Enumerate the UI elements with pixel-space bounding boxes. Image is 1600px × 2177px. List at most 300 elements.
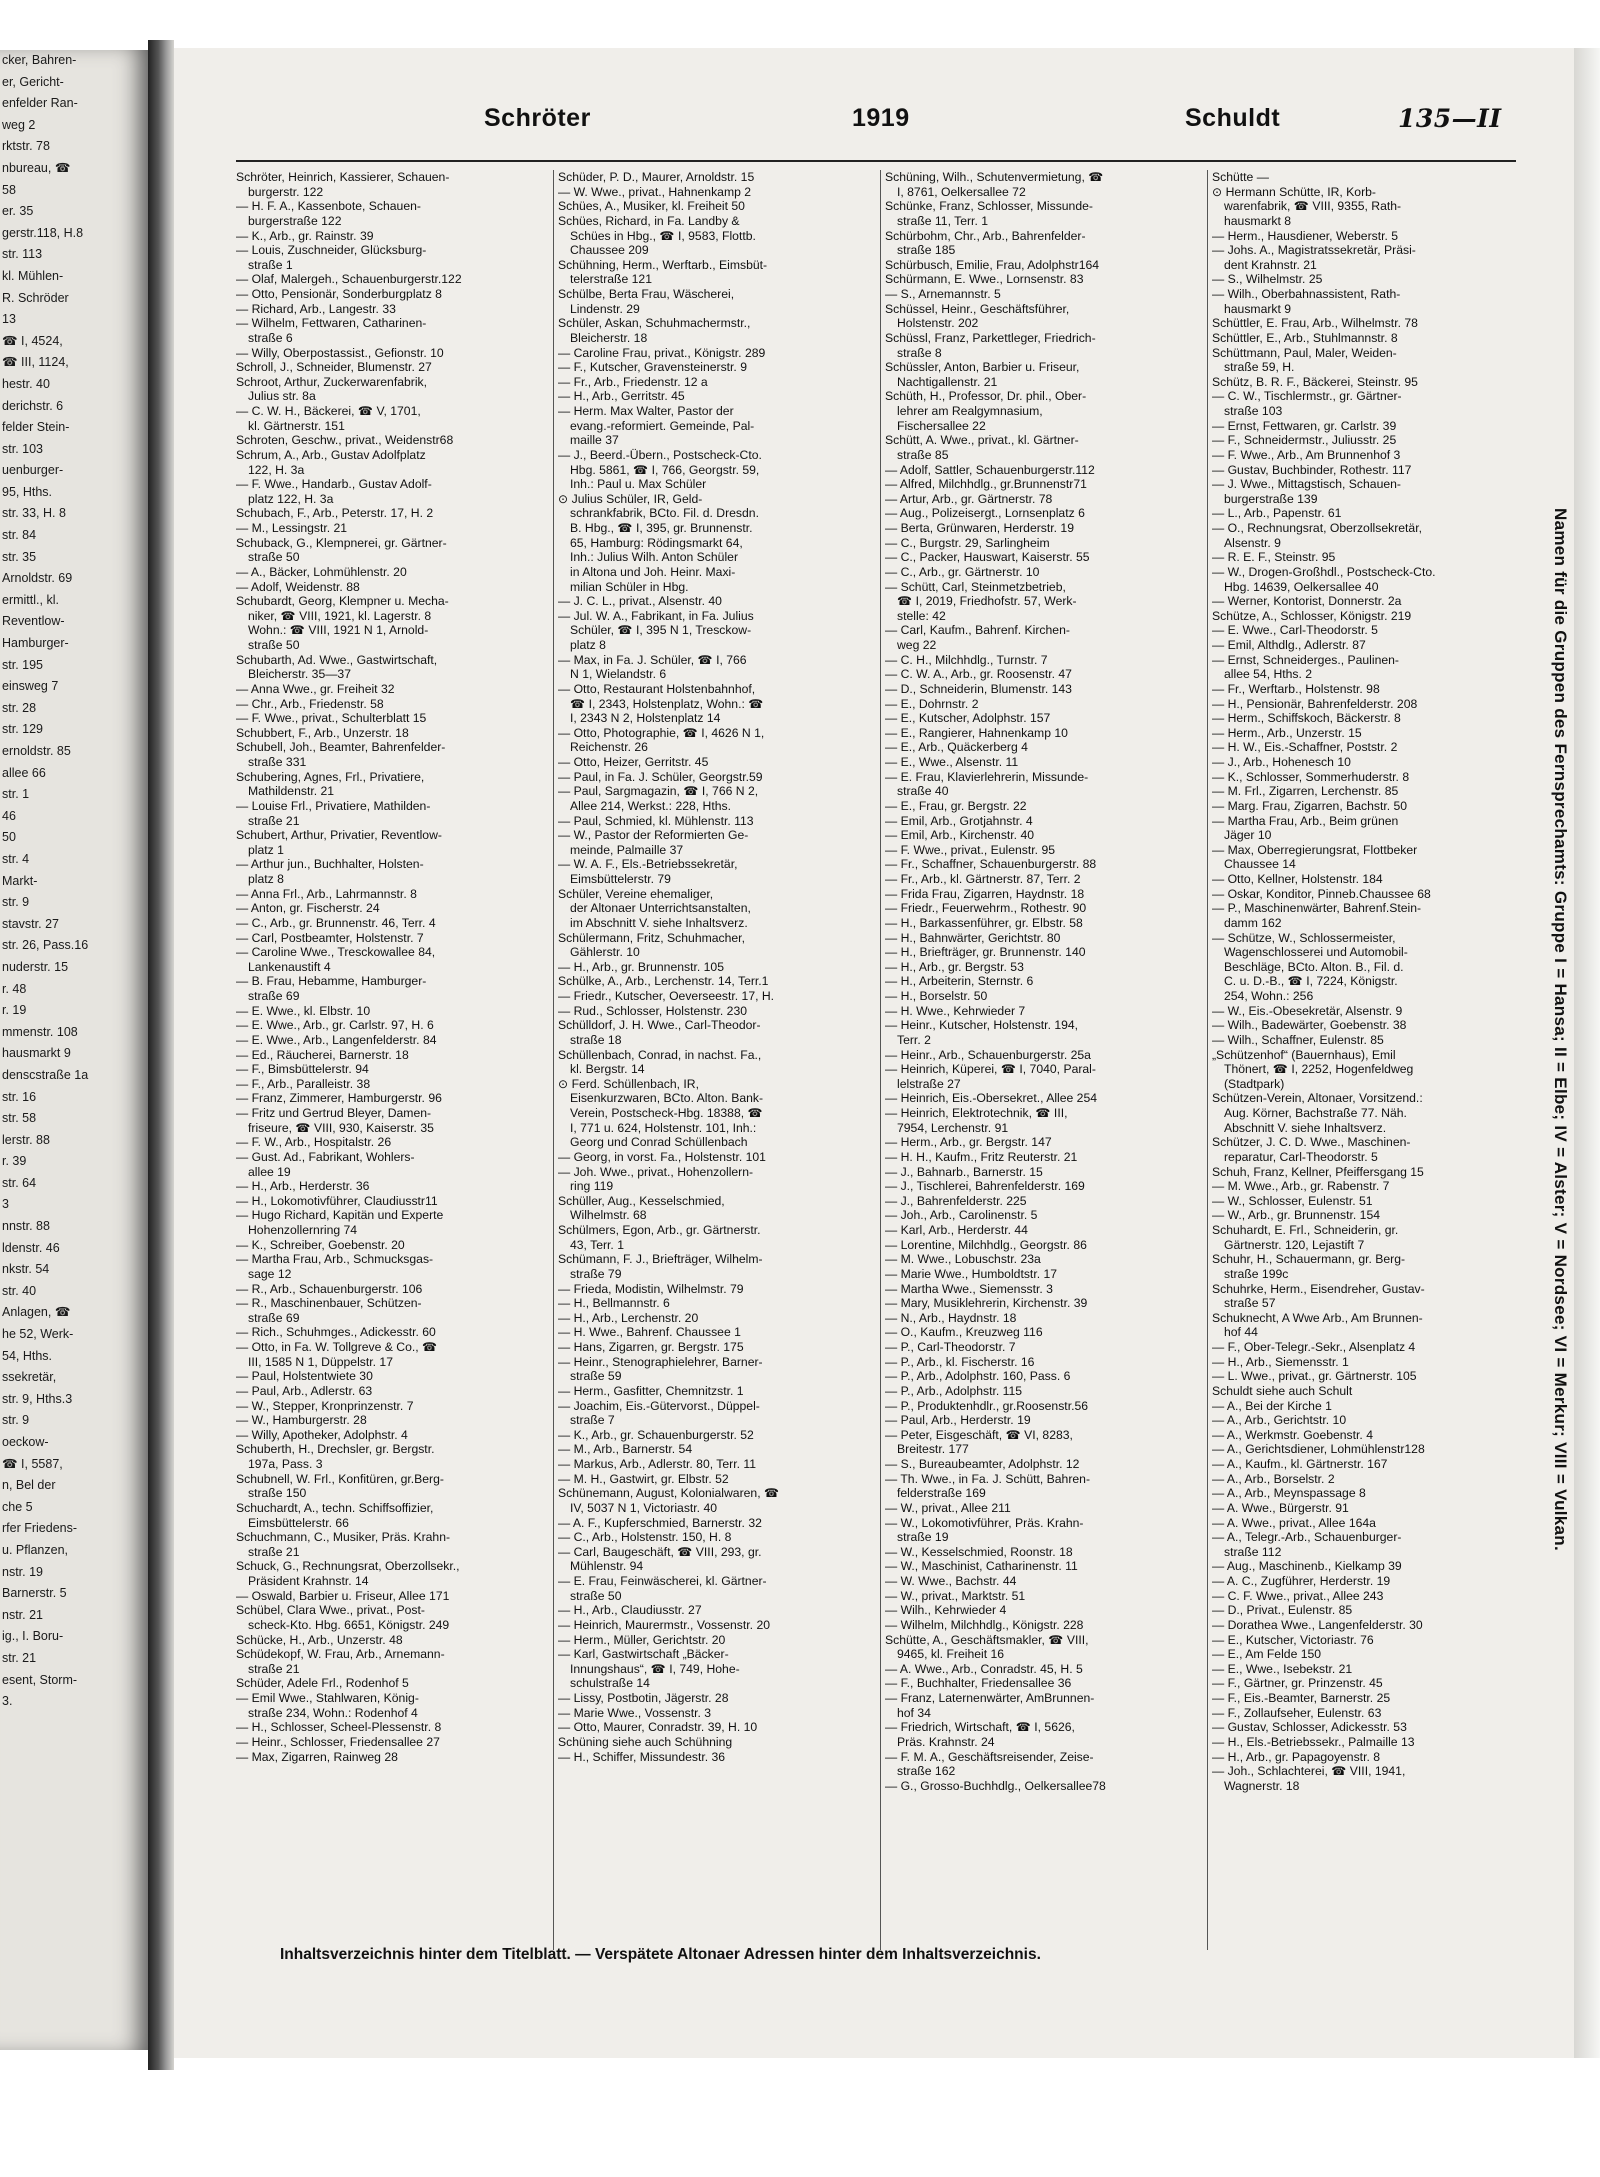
directory-entry-line: — F. Wwe., privat., Schulterblatt 15 [236,711,427,726]
directory-entry-line: straße 57 [1224,1296,1276,1311]
directory-entry-line: — Frida Frau, Zigarren, Haydnstr. 18 [885,886,1085,901]
directory-entry-line: — W., Pastor der Reformierten Ge- [558,828,749,843]
directory-entry-line: — Fr., Schaffner, Schauenburgerstr. 88 [885,857,1097,872]
directory-entry-line: — A., Werkmstr. Goebenstr. 4 [1212,1427,1373,1442]
directory-entry-line: Inh.: Julius Wilh. Anton Schüler [570,550,738,565]
directory-entry-line: — W., Hamburgerstr. 28 [236,1413,367,1428]
directory-entry-line: — A. F., Kupferschmied, Barnerstr. 32 [558,1515,762,1530]
directory-entry-line: — A. Wwe., privat., Allee 164a [1212,1515,1376,1530]
directory-entry-line: — Herm. Max Walter, Pastor der [558,404,734,418]
directory-entry-line: Schützer, J. C. D. Wwe., Maschinen- [1212,1135,1411,1150]
directory-entry-line: — P., Maschinenwärter, Bahrenf.Stein- [1212,901,1422,916]
directory-entry-line: straße 50 [248,638,300,652]
vertical-sidebar [1540,300,1580,1760]
directory-entry-line: — H., Barkassenführer, gr. Elbstr. 58 [885,915,1083,930]
directory-entry-line: — Otto, Heizer, Gerritstr. 45 [558,755,709,769]
directory-entry-line: — C. W. A., Arb., gr. Roosenstr. 47 [885,667,1072,682]
directory-entry-line: straße 50 [570,1588,622,1603]
directory-entry-line: damm 162 [1224,915,1282,930]
left-page-line: str. 64 [2,1175,37,1190]
directory-entry-line: — Karl, Gastwirtschaft „Bäcker- [558,1647,729,1662]
directory-entry-line: — P., Produktenhdlr., gr.Roosenstr.56 [885,1398,1089,1413]
directory-entry-line: Schülmers, Egon, Arb., gr. Gärtnerstr. [558,1223,761,1237]
directory-entry-line: Schroot, Arthur, Zuckerwarenfabrik, [236,374,428,389]
directory-entry-line: — Paul, Holstentwiete 30 [236,1369,373,1384]
directory-entry-line: — Marg. Frau, Zigarren, Bachstr. 50 [1212,798,1408,813]
left-page-line: Anlagen, ☎ [2,1305,71,1320]
directory-entry-line: — Herm., Müller, Gerichtstr. 20 [558,1632,726,1647]
left-page-line: u. Pflanzen, [2,1542,69,1557]
directory-entry-line: — Gustav, Buchbinder, Rothestr. 117 [1212,462,1412,477]
directory-entry-line: Schubardt, Georg, Klempner u. Mecha- [236,594,449,609]
directory-entry-line: Fischersallee 22 [897,418,986,433]
directory-entry-line: Schüning siehe auch Schühning [558,1734,733,1749]
left-page-line: ldenstr. 46 [2,1240,60,1255]
directory-entry-line: — S., Arnemannstr. 5 [885,287,1001,301]
directory-entry-line: I, 8761, Oelkersallee 72 [897,184,1026,199]
directory-entry-line: — C. H., Milchhdlg., Turnstr. 7 [885,652,1048,667]
directory-entry-line: — Aug., Polizeisergt., Lornsenplatz 6 [885,506,1085,521]
directory-entry-line: — N., Arb., Haydnstr. 18 [885,1310,1017,1325]
left-page-line: 3 [2,1197,9,1212]
directory-entry-line: Schühning, Herm., Werftarb., Eimsbüt- [558,257,768,272]
left-page-fragment [0,50,148,2050]
directory-entry-line: Schüller, Aug., Kesselschmied, [558,1193,725,1208]
directory-entry-line: — Schütt, Carl, Steinmetzbetrieb, [885,579,1066,594]
directory-entry-line: im Abschnitt V. siehe Inhaltsverz. [570,915,748,930]
directory-entry-line: (Stadtpark) [1224,1076,1285,1091]
directory-entry-line: Schütz, B. R. F., Bäckerei, Steinstr. 95 [1212,374,1418,389]
left-page-line: esent, Storm- [2,1672,78,1687]
directory-entry-line: 65, Hamburg: Rödingsmarkt 64, [570,535,743,550]
directory-entry-line: Lankenaustift 4 [248,959,331,974]
left-page-line: str. 40 [2,1283,37,1298]
directory-entry-line: schulstraße 14 [570,1676,650,1691]
directory-entry-line: in Altona und Joh. Heinr. Maxi- [570,564,736,579]
directory-entry-line: — H., Pensionär, Bahrenfelderstr. 208 [1212,696,1418,711]
directory-entry-line: — E. Wwe., kl. Elbstr. 10 [236,1003,371,1018]
column-separator [553,170,554,1950]
directory-entry-line: — F. Wwe., privat., Eulenstr. 95 [885,842,1056,857]
directory-entry-line: — E., Wwe., Alsenstr. 11 [885,755,1019,769]
directory-entry-line: — Ernst, Schneiderges., Paulinen- [1212,652,1399,667]
directory-entry-line: Präs. Krahnstr. 24 [897,1734,995,1749]
directory-entry-line: — H., Els.-Betriebssekr., Palmaille 13 [1212,1734,1415,1749]
directory-entry-line: hausmarkt 8 [1224,213,1292,228]
directory-entry-line: — Caroline Wwe., Tresckowallee 84, [236,945,436,960]
directory-entry-line: telerstraße 121 [570,272,652,287]
directory-entry-line: — F., Gärtner, gr. Prinzenstr. 45 [1212,1676,1383,1691]
directory-entry-line: — Max, in Fa. J. Schüler, ☎ I, 766 [558,652,747,667]
directory-entry-line: ⊙ Hermann Schütte, IR, Korb- [1212,184,1376,199]
directory-entry-line: Lindenstr. 29 [570,301,640,316]
left-page-line: he 52, Werk- [2,1327,74,1342]
directory-entry-line: — E., Rangierer, Hahnenkamp 10 [885,725,1068,740]
directory-entry-line: — Max, Zigarren, Rainweg 28 [236,1749,398,1764]
left-page-line: str. 4 [2,851,30,866]
directory-entry-line: — Arthur jun., Buchhalter, Holsten- [236,857,424,872]
directory-entry-line: — J. Wwe., Mittagstisch, Schauen- [1212,477,1401,492]
left-page-line: Hamburger- [2,636,69,651]
directory-entry-line: evang.-reformiert. Gemeinde, Pal- [570,418,755,433]
directory-entry-line: straße 11, Terr. 1 [897,213,988,228]
directory-entry-line: — Willy, Oberpostassist., Gefionstr. 10 [236,345,444,360]
directory-entry-line: Eimsbüttelerstr. 66 [248,1515,349,1530]
directory-entry-line: — P., Arb., Adolphstr. 115 [885,1383,1023,1398]
directory-entry-line: — H., Bahnwärter, Gerichtstr. 80 [885,930,1061,945]
directory-entry-line: straße 162 [897,1764,956,1779]
directory-entry-line: Gärtnerstr. 120, Lejastift 7 [1224,1237,1365,1252]
directory-entry-line: Schüssel, Heinr., Geschäftsführer, [885,301,1070,316]
directory-entry-line: — Fritz und Gertrud Bleyer, Damen- [236,1106,432,1120]
directory-entry-line: III, 1585 N 1, Düppelstr. 17 [248,1354,393,1369]
directory-entry-line: — E., Kutscher, Victoriastr. 76 [1212,1632,1374,1647]
directory-entry-line: Schüllenbach, Conrad, in nachst. Fa., [558,1047,762,1062]
directory-entry-line: der Altonaer Unterrichtsanstalten, [570,901,751,916]
directory-entry-line: — Herm., Schiffskoch, Bäckerstr. 8 [1212,711,1401,726]
directory-entry-line: Schüttmann, Paul, Maler, Weiden- [1212,345,1397,360]
directory-entry-line: Beschläge, BCto. Alton. B., Fil. d. [1224,959,1404,974]
directory-entry-line: — M. H., Gastwirt, gr. Elbstr. 52 [558,1471,729,1486]
directory-entry-line: — Otto, Kellner, Holstenstr. 184 [1212,872,1383,886]
directory-entry-line: IV, 5037 N 1, Victoriastr. 40 [570,1500,718,1515]
directory-entry-line: — H., Schlosser, Scheel-Plessenstr. 8 [236,1720,442,1735]
directory-entry-line: ⊙ Julius Schüler, IR, Geld- [558,491,703,506]
column-separator [1207,170,1208,1950]
directory-entry-line: — Frieda, Modistin, Wilhelmstr. 79 [558,1281,744,1296]
directory-entry-line: — Wilh., Oberbahnassistent, Rath- [1212,287,1401,301]
directory-entry-line: — P., Arb., Adolphstr. 160, Pass. 6 [885,1369,1071,1384]
directory-entry-line: — W., Maschinist, Catharinenstr. 11 [885,1559,1078,1574]
directory-entry-line: — Karl, Arb., Herderstr. 44 [885,1223,1028,1237]
directory-entry-line: — K., Schreiber, Goebenstr. 20 [236,1237,405,1252]
directory-entry-line: — Gustav, Schlosser, Adickesstr. 53 [1212,1720,1407,1735]
directory-entry-line: — Rich., Schuhmges., Adickesstr. 60 [236,1325,436,1340]
directory-entry-line: — C., Packer, Hauswart, Kaiserstr. 55 [885,550,1090,565]
left-page-line: str. 26, Pass.16 [2,938,89,953]
directory-entry-line: Thönert, ☎ I, 2252, Hogenfeldweg [1224,1062,1414,1077]
directory-entry-line: ⊙ Ferd. Schüllenbach, IR, [558,1076,699,1091]
directory-entry-line: — Heinrich, Maurermstr., Vossenstr. 20 [558,1617,770,1632]
left-page-line: str. 33, H. 8 [2,506,66,521]
directory-entry-line: — Otto, in Fa. W. Tollgreve & Co., ☎ [236,1340,438,1354]
directory-entry-line: straße 103 [1224,404,1283,418]
directory-entry-line: Schroten, Geschw., privat., Weidenstr68 [236,433,454,448]
directory-entry-line: 254, Wohn.: 256 [1224,989,1314,1003]
directory-entry-line: Schütte, A., Geschäftsmakler, ☎ VIII, [885,1632,1089,1647]
directory-entry-line: — W., Arb., gr. Brunnenstr. 154 [1212,1208,1380,1223]
directory-entry-line: — P., Arb., kl. Fischerstr. 16 [885,1354,1035,1369]
directory-entry-line: hausmarkt 9 [1224,301,1292,316]
directory-entry-line: allee 54, Hths. 2 [1224,667,1313,682]
directory-entry-line: straße 59, H. [1224,360,1295,375]
left-page-line: ssekretär, [2,1370,57,1385]
directory-entry-line: — Carl, Kaufm., Bahrenf. Kirchen- [885,623,1070,638]
directory-entry-line: — Heinr., Kutscher, Holstenstr. 194, [885,1018,1079,1033]
directory-entry-line: — Markus, Arb., Adlerstr. 80, Terr. 11 [558,1457,757,1471]
directory-entry-line: Reichenstr. 26 [570,740,648,755]
directory-entry-line: Schubarth, Ad. Wwe., Gastwirtschaft, [236,652,438,667]
directory-entry-line: Schücke, H., Arb., Unzerstr. 48 [236,1632,403,1647]
directory-entry-line: — W., Eis.-Obesekretär, Alsenstr. 9 [1212,1003,1403,1018]
book-gutter [148,40,174,2070]
directory-entry-line: — Martha Frau, Arb., Beim grünen [1212,813,1399,828]
directory-entry-line: reparatur, Carl-Theodorstr. 5 [1224,1149,1378,1164]
directory-entry-line: kl. Gärtnerstr. 151 [248,418,345,433]
directory-entry-line: Schümann, F. J., Briefträger, Wilhelm- [558,1252,763,1267]
directory-entry-line: — Otto, Pensionär, Sonderburgplatz 8 [236,287,442,301]
directory-entry-line: — E., Wwe., Isebekstr. 21 [1212,1661,1353,1676]
directory-entry-line: Mathildenstr. 21 [248,784,335,799]
directory-entry-line: — R., Arb., Schauenburgerstr. 106 [236,1281,423,1296]
directory-entry-line: — H., Bellmannstr. 6 [558,1296,670,1311]
directory-entry-line: platz 122, H. 3a [248,491,334,506]
directory-entry-line: straße 8 [897,345,942,360]
directory-entry-line: — Mary, Musiklehrerin, Kirchenstr. 39 [885,1296,1088,1311]
directory-entry-line: straße 21 [248,1661,300,1676]
directory-entry-line: — Louis, Zuschneider, Glücksburg- [236,243,427,258]
directory-entry-line: — H., Arb., Siemensstr. 1 [1212,1354,1349,1369]
directory-entry-line: — A., Arb., Borselstr. 2 [1212,1471,1335,1486]
directory-entry-line: Schubach, F., Arb., Peterstr. 17, H. 2 [236,506,434,521]
directory-entry-line: — J. C. L., privat., Alsenstr. 40 [558,594,722,609]
directory-entry-line: — W., privat., Marktstr. 51 [885,1588,1026,1603]
directory-entry-line: — H. Wwe., Bahrenf. Chaussee 1 [558,1325,741,1340]
directory-entry-line: — E., Arb., Quäckerberg 4 [885,740,1028,755]
directory-entry-line: Schuback, G., Klempnerei, gr. Gärtner- [236,535,447,550]
directory-entry-line: Abschnitt V. siehe Inhaltsverz. [1224,1120,1387,1135]
directory-entry-line: — W. A. F., Els.-Betriebssekretär, [558,857,738,872]
directory-entry-line: — Anna Wwe., gr. Freiheit 32 [236,681,395,696]
directory-entry-line: Schülldorf, J. H. Wwe., Carl-Theodor- [558,1018,761,1033]
directory-entry-line: Innungshaus“, ☎ I, 749, Hohe- [570,1661,740,1676]
directory-entry-line: straße 7 [570,1413,615,1428]
left-page-line: 3. [2,1694,13,1709]
left-page-line: Markt- [2,873,38,888]
directory-entry-line: — W., Kesselschmied, Roonstr. 18 [885,1544,1073,1559]
left-page-line: str. 84 [2,528,37,543]
left-page-line: uenburger- [2,463,64,478]
directory-entry-line: — Friedr., Kutscher, Oeverseestr. 17, H. [558,989,775,1003]
left-page-line: nkstr. 54 [2,1262,50,1277]
directory-entry-line: — Chr., Arb., Friedenstr. 58 [236,696,384,711]
directory-entry-line: — Friedrich, Wirtschaft, ☎ I, 5626, [885,1720,1075,1735]
left-page-line: 54, Hths. [2,1348,53,1363]
directory-entry-line: — Wilh., Schaffner, Eulenstr. 85 [1212,1032,1384,1047]
directory-entry-line: — D., Privat., Eulenstr. 85 [1212,1603,1353,1618]
directory-entry-line: felderstraße 169 [897,1486,986,1501]
directory-entry-line: — F. Wwe., Arb., Am Brunnenhof 3 [1212,447,1401,462]
directory-entry-line: straße 21 [248,1544,300,1559]
directory-entry-line: Terr. 2 [897,1032,931,1047]
directory-entry-line: Schübel, Clara Wwe., privat., Post- [236,1603,425,1618]
directory-entry-line: warenfabrik, ☎ VIII, 9355, Rath- [1224,199,1402,214]
directory-entry-line: — F., Zollaufseher, Eulenstr. 63 [1212,1705,1382,1720]
directory-entry-line: — Max, Oberregierungsrat, Flottbeker [1212,842,1418,857]
directory-entry-line: — M., Lessingstr. 21 [236,521,348,535]
directory-entry-line: — Franz, Zimmerer, Hamburgerstr. 96 [236,1091,442,1106]
directory-entry-line: — A., Arb., Meynspassage 8 [1212,1486,1366,1501]
directory-entry-line: — O., Kaufm., Kreuzweg 116 [885,1325,1043,1340]
left-page-line: nstr. 19 [2,1564,43,1579]
left-page-line: str. 9, Hths.3 [2,1391,73,1406]
directory-entry-line: Chaussee 14 [1224,857,1296,872]
directory-entry-line: — C. W., Tischlermstr., gr. Gärtner- [1212,389,1402,404]
directory-entry-line: — H. Wwe., Kehrwieder 7 [885,1003,1026,1018]
directory-entry-line: Schuchardt, A., techn. Schiffsoffizier, [236,1500,434,1515]
header-right-word: Schuldt [1185,104,1281,132]
directory-entry-line: Schuhrke, Herm., Eisendreher, Gustav- [1212,1281,1425,1296]
directory-entry-line: — Heinr., Stenographielehrer, Barner- [558,1354,763,1369]
directory-entry-line: — Joh. Wwe., privat., Hohenzollern- [558,1164,754,1179]
left-page-line: ☎ III, 1124, [2,355,69,370]
directory-entry-line: Schüdekopf, W. Frau, Arb., Arnemann- [236,1647,445,1662]
header-rule [236,160,1516,162]
directory-entry-line: 43, Terr. 1 [570,1237,624,1252]
left-page-line: str. 1 [2,787,30,802]
directory-entry-line: — Lorentine, Milchhdlg., Georgstr. 86 [885,1237,1087,1252]
directory-entry-line: Hohenzollernring 74 [248,1223,358,1237]
left-page-line: rfer Friedens- [2,1521,78,1536]
directory-entry-line: — Wilhelm, Milchhdlg., Königstr. 228 [885,1617,1084,1632]
directory-entry-line: — Heinrich, Elektrotechnik, ☎ III, [885,1106,1068,1120]
directory-entry-line: straße 112 [1224,1544,1282,1559]
page-number: 135—II [1398,104,1502,133]
directory-entry-line: Schütte — [1212,170,1269,184]
directory-entry-line: Holstenstr. 202 [897,316,979,331]
directory-entry-line: — A., Gerichtsdiener, Lohmühlenstr128 [1212,1442,1425,1457]
directory-entry-line: — C. F. Wwe., privat., Allee 243 [1212,1588,1384,1603]
directory-entry-line: Schubbert, F., Arb., Unzerstr. 18 [236,725,409,740]
directory-entry-line: — Rud., Schlosser, Holstenstr. 230 [558,1003,747,1018]
left-page-line: denscstraße 1a [2,1067,89,1082]
column-1 [236,170,544,1960]
left-page-line: gerstr.118, H.8 [2,225,84,240]
directory-entry-line: — K., Arb., gr. Schauenburgerstr. 52 [558,1427,754,1442]
directory-entry-line: allee 19 [248,1164,291,1179]
directory-entry-line: — Ernst, Fettwaren, gr. Carlstr. 39 [1212,418,1397,433]
directory-entry-line: — M. Wwe., Arb., gr. Rabenstr. 7 [1212,1179,1390,1194]
column-3 [885,170,1193,1960]
directory-entry-line: straße 1 [248,257,293,272]
directory-entry-line: — Emil Wwe., Stahlwaren, König- [236,1691,419,1705]
directory-entry-line: ☎ I, 2019, Friedhofstr. 57, Werk- [897,594,1077,609]
directory-entry-line: — Carl, Postbeamter, Holstenstr. 7 [236,930,424,945]
directory-entry-line: Gählerstr. 10 [570,945,640,960]
directory-entry-line: I, 2343 N 2, Holstenplatz 14 [570,711,721,726]
directory-entry-line: — Oswald, Barbier u. Friseur, Allee 171 [236,1588,450,1603]
directory-entry-line: Schüssler, Anton, Barbier u. Friseur, [885,360,1080,375]
directory-entry-line: Schütze, A., Schlosser, Königstr. 219 [1212,608,1412,623]
directory-entry-line: — Richard, Arb., Langestr. 33 [236,301,396,316]
directory-entry-line: — Heinr., Arb., Schauenburgerstr. 25a [885,1047,1091,1062]
left-page-line: ☎ I, 4524, [2,333,63,348]
directory-entry-line: — J., Tischlerei, Bahrenfelderstr. 169 [885,1179,1085,1194]
directory-entry-line: — A. Wwe., Arb., Conradstr. 45, H. 5 [885,1661,1083,1676]
left-page-line: er. 35 [2,204,34,219]
directory-entry-line: — Paul, Schmied, kl. Mühlenstr. 113 [558,813,754,828]
directory-entry-line: weg 22 [897,638,937,652]
directory-entry-line: straße 79 [570,1266,622,1281]
directory-entry-line: — Herm., Gasfitter, Chemnitzstr. 1 [558,1383,744,1398]
directory-entry-line: — Hans, Zigarren, gr. Bergstr. 175 [558,1340,744,1354]
directory-entry-line: Schuhardt, E. Frl., Schneiderin, gr. [1212,1223,1399,1237]
left-page-line: rktstr. 78 [2,139,50,154]
directory-entry-line: — E., Am Felde 150 [1212,1647,1322,1662]
column-separator [880,170,881,1950]
directory-entry-line: straße 150 [248,1486,307,1501]
directory-entry-line: Wohn.: ☎ VIII, 1921 N 1, Arnold- [248,623,429,638]
directory-entry-line: — Caroline Frau, privat., Königstr. 289 [558,345,766,360]
directory-entry-line: — H., Lokomotivführer, Claudiusstr11 [236,1193,438,1208]
directory-entry-line: — Wilh., Kehrwieder 4 [885,1603,1007,1618]
directory-entry-line: — F., Arb., Paralleistr. 38 [236,1076,371,1091]
left-page-line: nbureau, ☎ [2,160,71,175]
directory-entry-line: — A., Kaufm., kl. Gärtnerstr. 167 [1212,1457,1388,1471]
left-page-line: derichstr. 6 [2,398,64,413]
left-page-line: 58 [2,182,16,197]
directory-entry-line: — E. Wwe., Arb., gr. Carlstr. 97, H. 6 [236,1018,434,1033]
header-left-word: Schröter [484,104,591,132]
directory-entry-line: — Th. Wwe., in Fa. J. Schütt, Bahren- [885,1471,1091,1486]
left-page-line: str. 129 [2,722,43,737]
directory-entry-line: — M. Frl., Zigarren, Lerchenstr. 85 [1212,784,1399,799]
left-page-line: Reventlow- [2,614,65,629]
left-page-line: str. 21 [2,1650,37,1665]
directory-entry-line: straße 18 [570,1032,622,1047]
directory-entry-line: — W. Wwe., privat., Hahnenkamp 2 [558,184,752,199]
directory-entry-line: Schuberth, H., Drechsler, gr. Bergstr. [236,1442,435,1457]
directory-entry-line: Schües, Richard, in Fa. Landby & [558,213,740,228]
directory-entry-line: — Oskar, Konditor, Pinneb.Chaussee 68 [1212,886,1431,901]
directory-entry-line: — W., Schlosser, Eulenstr. 51 [1212,1193,1373,1208]
directory-entry-line: Schütt, A. Wwe., privat., kl. Gärtner- [885,433,1079,448]
directory-entry-line: — E. Wwe., Carl-Theodorstr. 5 [1212,623,1378,638]
directory-entry-line: — M. Wwe., Lobuschstr. 23a [885,1252,1041,1267]
directory-entry-line: — Johs. A., Magistratssekretär, Präsi- [1212,243,1416,258]
left-page-line: ☎ I, 5587, [2,1456,63,1471]
directory-entry-line: Georg und Conrad Schüllenbach [570,1135,748,1150]
left-page-line: r. 39 [2,1154,27,1169]
directory-entry-line: Chaussee 209 [570,243,649,258]
directory-entry-line: — H., Borselstr. 50 [885,989,988,1003]
directory-entry-line: Eimsbüttelerstr. 79 [570,872,671,886]
directory-entry-line: burgerstraße 139 [1224,491,1318,506]
directory-entry-line: — Willy, Apotheker, Adolphstr. 4 [236,1427,408,1442]
directory-entry-line: — Adolf, Weidenstr. 88 [236,579,360,594]
directory-entry-line: — R. E. F., Steinstr. 95 [1212,550,1336,565]
left-page-line: kl. Mühlen- [2,268,64,283]
directory-entry-line: — Georg, in vorst. Fa., Holstenstr. 101 [558,1149,766,1164]
directory-entry-line: — Herm., Arb., Unzerstr. 15 [1212,725,1362,740]
directory-entry-line: Schürbusch, Emilie, Frau, Adolphstr164 [885,257,1100,272]
directory-entry-line: burgerstraße 122 [248,213,342,228]
directory-entry-line: — Friedr., Feuerwehrm., Rothestr. 90 [885,901,1087,916]
directory-entry-line: meinde, Palmaille 37 [570,842,684,857]
directory-entry-line: straße 234, Wohn.: Rodenhof 4 [248,1705,418,1720]
directory-entry-line: — F. W., Arb., Hospitalstr. 26 [236,1135,392,1150]
directory-entry-line: — E., Dohrnstr. 2 [885,696,979,711]
directory-entry-line: Bleicherstr. 18 [570,330,648,345]
directory-entry-line: Schües in Hbg., ☎ I, 9583, Flottb. [570,228,756,243]
left-page-line: 95, Hths. [2,484,53,499]
directory-entry-line: Schünemann, August, Kolonialwaren, ☎ [558,1486,780,1501]
left-page-line: r. 19 [2,1003,27,1018]
directory-entry-line: dent Krahnstr. 21 [1224,257,1317,272]
directory-entry-line: — Heinr., Schlosser, Friedensallee 27 [236,1734,440,1749]
directory-entry-line: — Anton, gr. Fischerstr. 24 [236,901,380,916]
left-page-line: einsweg 7 [2,679,59,694]
